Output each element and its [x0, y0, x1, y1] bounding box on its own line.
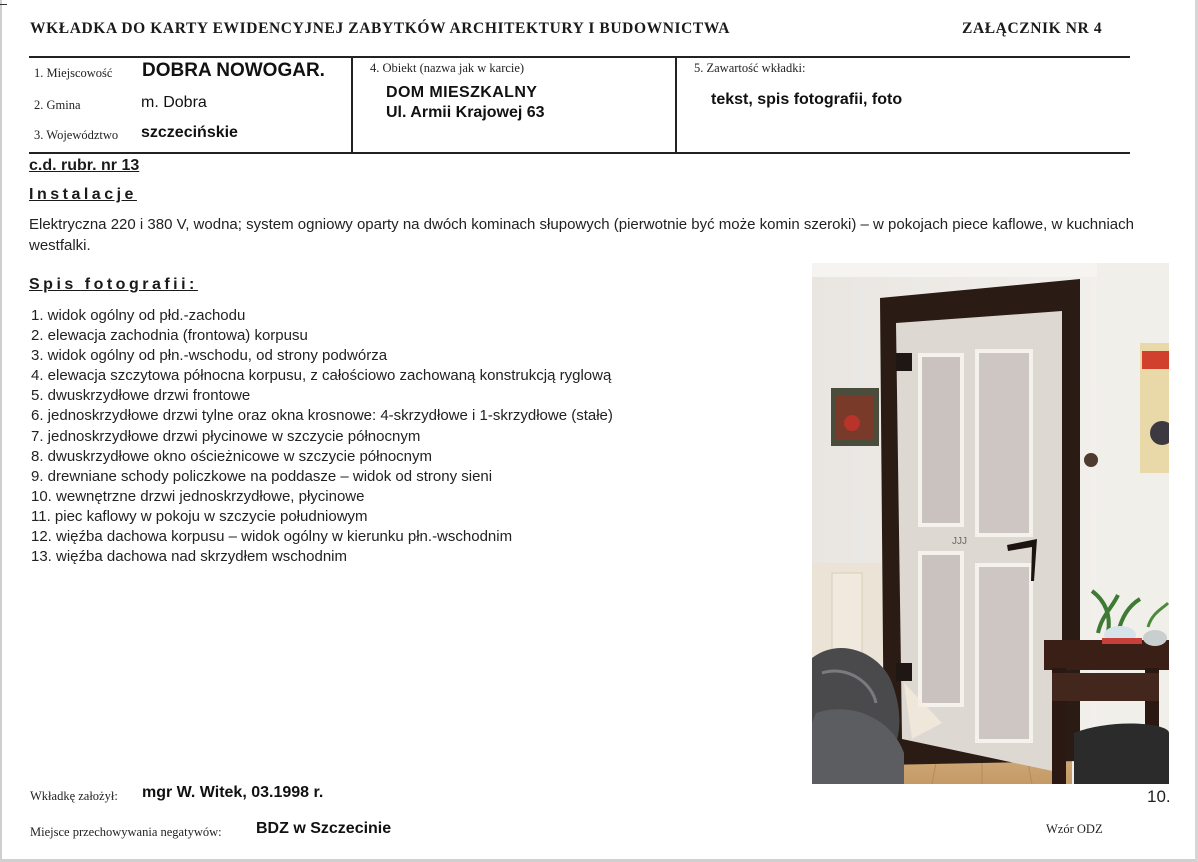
- photo-list-heading: Spis fotografii:: [29, 276, 198, 293]
- author-value: mgr W. Witek, 03.1998 r.: [142, 784, 324, 801]
- voivodeship-value: szczecińskie: [141, 124, 238, 141]
- municipality-label: 2. Gmina: [34, 98, 81, 112]
- table-divider-1: [351, 57, 353, 153]
- list-item: 13. więźba dachowa nad skrzydłem wschodnim: [31, 548, 347, 566]
- table-bottom-rule: [29, 152, 1130, 154]
- installations-text: Elektryczna 220 i 380 V, wodna; system ogniowy oparty na dwóch kominach słupowych (pierwotnie być może komin szeroki) – w pokojach piece kaflowe, w kuchniach westfalki.: [29, 216, 1134, 254]
- object-name: DOM MIESZKALNY: [386, 84, 538, 101]
- author-label: Wkładkę założył:: [30, 789, 118, 803]
- storage-value: BDZ w Szczecinie: [256, 820, 392, 837]
- list-item: 7. jednoskrzydłowe drzwi płycinowe w szczycie północnym: [31, 427, 421, 445]
- corner-mark: [0, 4, 7, 5]
- continuation-ref: c.d. rubr. nr 13: [29, 157, 140, 174]
- list-item: 4. elewacja szczytowa północna korpusu, z całościowo zachowaną konstrukcją ryglową: [31, 367, 612, 385]
- list-item: 5. dwuskrzydłowe drzwi frontowe: [31, 387, 251, 405]
- list-item: 9. drewniane schody policzkowe na poddasze – widok od strony sieni: [31, 467, 493, 485]
- list-item: 10. wewnętrzne drzwi jednoskrzydłowe, płycinowe: [31, 487, 365, 505]
- list-item: 2. elewacja zachodnia (frontowa) korpusu: [31, 327, 308, 345]
- list-item: 12. więźba dachowa korpusu – widok ogólny w kierunku płn.-wschodnim: [31, 528, 513, 546]
- locality-label: 1. Miejscowość: [34, 66, 113, 80]
- municipality-value: m. Dobra: [141, 94, 207, 111]
- storage-label: Miejsce przechowywania negatywów:: [30, 825, 222, 839]
- template-mark: Wzór ODZ: [1046, 822, 1103, 836]
- object-label: 4. Obiekt (nazwa jak w karcie): [370, 61, 525, 75]
- list-item: 8. dwuskrzydłowe okno ościeżnicowe w szczycie północnym: [31, 447, 433, 465]
- list-item: 6. jednoskrzydłowe drzwi tylne oraz okna krosnowe: 4-skrzydłowe i 1-skrzydłowe (stałe): [31, 407, 613, 425]
- contents-label: 5. Zawartość wkładki:: [694, 61, 806, 75]
- list-item: 1. widok ogólny od płd.-zachodu: [31, 307, 246, 324]
- contents-value: tekst, spis fotografii, foto: [711, 91, 903, 108]
- list-item: 11. piec kaflowy w pokoju w szczycie południowym: [31, 507, 368, 525]
- installations-heading: Instalacje: [29, 186, 137, 203]
- form-title: WKŁADKA DO KARTY EWIDENCYJNEJ ZABYTKÓW ARCHITEKTURY I BUDOWNICTWA: [30, 20, 731, 37]
- photo-number: 10.: [1147, 787, 1171, 806]
- voivodeship-label: 3. Województwo: [34, 128, 119, 142]
- photo-list: [31, 306, 791, 567]
- table-divider-2: [675, 57, 677, 153]
- object-address: Ul. Armii Krajowej 63: [386, 104, 545, 121]
- annex-number: ZAŁĄCZNIK NR 4: [962, 20, 1103, 37]
- locality-value: DOBRA NOWOGAR.: [142, 60, 325, 81]
- door-photograph: [812, 263, 1169, 784]
- door-chalk-marks: JJJ: [952, 536, 967, 547]
- table-top-rule: [29, 56, 1130, 58]
- list-item: 3. widok ogólny od płn.-wschodu, od strony podwórza: [31, 347, 388, 365]
